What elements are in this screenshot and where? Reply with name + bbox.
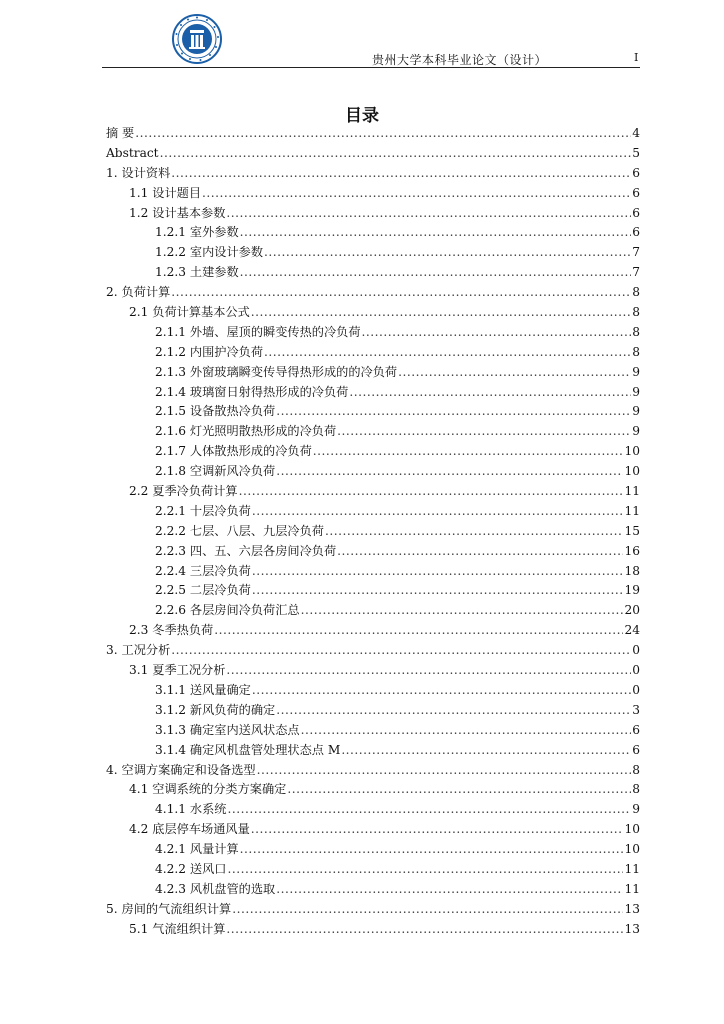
toc-entry-page: 20: [624, 603, 640, 618]
toc-entry-label: 5. 房间的气流组织计算: [106, 901, 232, 916]
toc-entry-label: 3.1.2 新风负荷的确定: [155, 702, 276, 717]
toc-entry-label: 2.1.2 内围护冷负荷: [155, 344, 264, 359]
toc-entry[interactable]: [106, 880, 640, 900]
toc-leader-dots: [227, 860, 623, 880]
toc-leader-dots: [252, 502, 624, 522]
toc-leader-dots: [341, 741, 631, 761]
toc-entry-label: 1.2.2 室内设计参数: [155, 245, 264, 260]
toc-entry-page: 8: [632, 285, 640, 300]
toc-entry[interactable]: [106, 641, 640, 661]
toc-entry-label: 2.2.1 十层冷负荷: [155, 503, 251, 518]
toc-entry-label: 2.1.6 灯光照明散热形成的冷负荷: [155, 424, 337, 439]
toc-leader-dots: [362, 323, 632, 343]
toc-entry-label: 3.1.1 送风量确定: [155, 682, 251, 697]
toc-entry-label: 1.1 设计题目: [129, 185, 202, 200]
toc-leader-dots: [251, 303, 631, 323]
toc-entry-page: 9: [632, 802, 640, 817]
toc-entry[interactable]: [106, 761, 640, 781]
toc-entry-page: 6: [632, 185, 640, 200]
toc-entry-label: 4.2 底层停车场通风量: [129, 822, 250, 837]
toc-entry-label: 4.1.1 水系统: [155, 802, 227, 817]
toc-leader-dots: [337, 422, 631, 442]
toc-entry-page: 10: [624, 822, 640, 837]
toc-entry-page: 4: [632, 126, 640, 140]
toc-leader-dots: [313, 442, 624, 462]
toc-entry[interactable]: [106, 223, 640, 243]
toc-entry-page: 9: [632, 364, 640, 379]
toc-entry[interactable]: [106, 204, 640, 224]
toc-entry-label: 1.2.1 室外参数: [155, 225, 239, 240]
toc-leader-dots: [252, 681, 631, 701]
running-header-title: 贵州大学本科毕业论文（设计）: [372, 53, 548, 67]
university-seal-icon: [172, 14, 222, 64]
toc-entry[interactable]: [106, 542, 640, 562]
toc-leader-dots: [171, 283, 631, 303]
toc-entry-page: 13: [624, 921, 640, 936]
toc-entry-label: 4.2.1 风量计算: [155, 842, 239, 857]
toc-leader-dots: [264, 343, 631, 363]
toc-entry[interactable]: [106, 442, 640, 462]
toc-entry[interactable]: [106, 900, 640, 920]
toc-entry-label: 2.2.6 各层房间冷负荷汇总: [155, 603, 300, 618]
toc-entry-page: 15: [624, 523, 640, 538]
toc-entry-page: 3: [632, 702, 640, 717]
toc-entry-page: 0: [632, 643, 640, 658]
toc-entry[interactable]: [106, 522, 640, 542]
toc-entry-page: 8: [632, 344, 640, 359]
toc-entry-label: 3.1.4 确定风机盘管处理状态点 M: [155, 742, 341, 757]
header-divider: [102, 67, 640, 68]
toc-entry-page: 11: [624, 861, 640, 876]
toc-entry[interactable]: [106, 482, 640, 502]
toc-entry[interactable]: [106, 164, 640, 184]
toc-entry[interactable]: [106, 581, 640, 601]
toc-entry[interactable]: [106, 303, 640, 323]
toc-entry[interactable]: [106, 402, 640, 422]
toc-entry-page: 9: [632, 404, 640, 419]
toc-entry-page: 11: [624, 503, 640, 518]
toc-leader-dots: [227, 800, 631, 820]
toc-entry-page: 9: [632, 424, 640, 439]
toc-entry-page: 7: [632, 245, 640, 260]
toc-entry[interactable]: [106, 920, 640, 940]
toc-leader-dots: [171, 164, 631, 184]
toc-entry-label: 4. 空调方案确定和设备选型: [106, 762, 256, 777]
toc-entry-label: 3.1 夏季工况分析: [129, 663, 226, 678]
toc-leader-dots: [214, 621, 623, 641]
toc-leader-dots: [276, 701, 631, 721]
toc-leader-dots: [264, 243, 631, 263]
toc-entry[interactable]: [106, 780, 640, 800]
toc-entry-page: 6: [632, 722, 640, 737]
toc-leader-dots: [202, 184, 631, 204]
toc-entry-page: 11: [624, 484, 640, 499]
toc-entry-page: 0: [632, 682, 640, 697]
toc-leader-dots: [135, 124, 631, 144]
toc-entry[interactable]: [106, 422, 640, 442]
toc-leader-dots: [251, 820, 624, 840]
toc-leader-dots: [301, 601, 624, 621]
toc-entry-page: 7: [632, 265, 640, 280]
toc-leader-dots: [240, 840, 624, 860]
toc-entry[interactable]: [106, 383, 640, 403]
toc-entry-label: 2.1.5 设备散热冷负荷: [155, 404, 276, 419]
toc-entry-page: 16: [624, 543, 640, 558]
toc-leader-dots: [171, 641, 631, 661]
toc-leader-dots: [226, 661, 631, 681]
toc-entry-page: 8: [632, 324, 640, 339]
toc-entry-label: 2.1.4 玻璃窗日射得热形成的冷负荷: [155, 384, 349, 399]
toc-entry[interactable]: [106, 363, 640, 383]
toc-title: 目录: [345, 106, 379, 126]
toc-entry-page: 10: [624, 444, 640, 459]
toc-entry[interactable]: [106, 820, 640, 840]
toc-entry-label: 4.1 空调系统的分类方案确定: [129, 782, 287, 797]
toc-entry-label: 1.2.3 土建参数: [155, 265, 239, 280]
toc-entry[interactable]: [106, 184, 640, 204]
toc-entry-label: 1.2 设计基本参数: [129, 205, 226, 220]
toc-entry[interactable]: [106, 681, 640, 701]
toc-entry-label: 1. 设计资料: [106, 165, 171, 180]
toc-entry-page: 10: [624, 464, 640, 479]
toc-entry[interactable]: [106, 800, 640, 820]
toc-entry-page: 18: [624, 563, 640, 578]
toc-entry-label: 2. 负荷计算: [106, 285, 171, 300]
toc-entry-page: 8: [632, 762, 640, 777]
toc-entry-label: 5.1 气流组织计算: [129, 921, 226, 936]
toc-entry[interactable]: [106, 860, 640, 880]
toc-leader-dots: [226, 204, 631, 224]
toc-entry-label: 摘 要: [106, 126, 135, 140]
toc-entry-page: 9: [632, 384, 640, 399]
toc-leader-dots: [287, 780, 631, 800]
toc-leader-dots: [276, 462, 623, 482]
toc-entry-label: 2.2.5 二层冷负荷: [155, 583, 251, 598]
toc-entry-page: 6: [632, 165, 640, 180]
toc-entry-label: 2.1 负荷计算基本公式: [129, 305, 250, 320]
toc-leader-dots: [160, 144, 632, 164]
toc-entry-label: 2.3 冬季热负荷: [129, 623, 214, 638]
toc-leader-dots: [337, 542, 623, 562]
toc-entry[interactable]: [106, 840, 640, 860]
toc-entry-label: 2.2 夏季冷负荷计算: [129, 484, 238, 499]
toc-entry[interactable]: [106, 283, 640, 303]
toc-entry-label: 4.2.2 送风口: [155, 861, 227, 876]
toc-entry-page: 10: [624, 842, 640, 857]
toc-leader-dots: [398, 363, 631, 383]
toc-leader-dots: [276, 880, 623, 900]
toc-entry-page: 24: [624, 623, 640, 638]
toc-entry[interactable]: [106, 144, 640, 164]
toc-entry-label: 2.2.4 三层冷负荷: [155, 563, 251, 578]
toc-entry[interactable]: [106, 621, 640, 641]
toc-entry-label: 3.1.3 确定室内送风状态点: [155, 722, 300, 737]
toc-entry-page: 6: [632, 205, 640, 220]
toc-entry[interactable]: [106, 661, 640, 681]
toc-leader-dots: [240, 223, 632, 243]
toc-entry-page: 0: [632, 663, 640, 678]
toc-entry[interactable]: [106, 263, 640, 283]
toc-entry-label: 3. 工况分析: [106, 643, 171, 658]
toc-entry[interactable]: [106, 741, 640, 761]
toc-entry-page: 6: [632, 225, 640, 240]
toc-entry[interactable]: [106, 124, 640, 144]
toc-entry-label: Abstract: [106, 145, 159, 160]
page-number: I: [634, 51, 639, 64]
toc-leader-dots: [301, 721, 632, 741]
toc-entry-page: 6: [632, 742, 640, 757]
toc-entry-label: 2.2.3 四、五、六层各房间冷负荷: [155, 543, 337, 558]
toc-entry[interactable]: [106, 601, 640, 621]
table-of-contents: [106, 124, 640, 940]
toc-entry[interactable]: [106, 721, 640, 741]
toc-entry-label: 4.2.3 风机盘管的选取: [155, 881, 276, 896]
toc-entry-page: 8: [632, 782, 640, 797]
toc-entry[interactable]: [106, 701, 640, 721]
toc-leader-dots: [226, 920, 623, 940]
toc-entry[interactable]: [106, 502, 640, 522]
toc-entry-page: 5: [632, 145, 640, 160]
toc-entry[interactable]: [106, 343, 640, 363]
toc-entry-label: 2.2.2 七层、八层、九层冷负荷: [155, 523, 324, 538]
toc-entry[interactable]: [106, 562, 640, 582]
toc-entry-label: 2.1.1 外墙、屋顶的瞬变传热的冷负荷: [155, 324, 361, 339]
toc-entry[interactable]: [106, 323, 640, 343]
toc-leader-dots: [325, 522, 624, 542]
toc-leader-dots: [276, 402, 631, 422]
toc-leader-dots: [252, 581, 624, 601]
toc-entry[interactable]: [106, 462, 640, 482]
toc-leader-dots: [349, 383, 631, 403]
toc-entry-label: 2.1.8 空调新风冷负荷: [155, 464, 276, 479]
toc-leader-dots: [239, 482, 624, 502]
toc-leader-dots: [232, 900, 623, 920]
toc-entry-label: 2.1.7 人体散热形成的冷负荷: [155, 444, 312, 459]
toc-entry-page: 19: [624, 583, 640, 598]
toc-entry-page: 8: [632, 305, 640, 320]
toc-entry[interactable]: [106, 243, 640, 263]
toc-entry-label: 2.1.3 外窗玻璃瞬变传导得热形成的的冷负荷: [155, 364, 398, 379]
toc-entry-page: 13: [624, 901, 640, 916]
toc-leader-dots: [240, 263, 632, 283]
toc-leader-dots: [252, 562, 624, 582]
toc-entry-page: 11: [624, 881, 640, 896]
toc-leader-dots: [257, 761, 632, 781]
